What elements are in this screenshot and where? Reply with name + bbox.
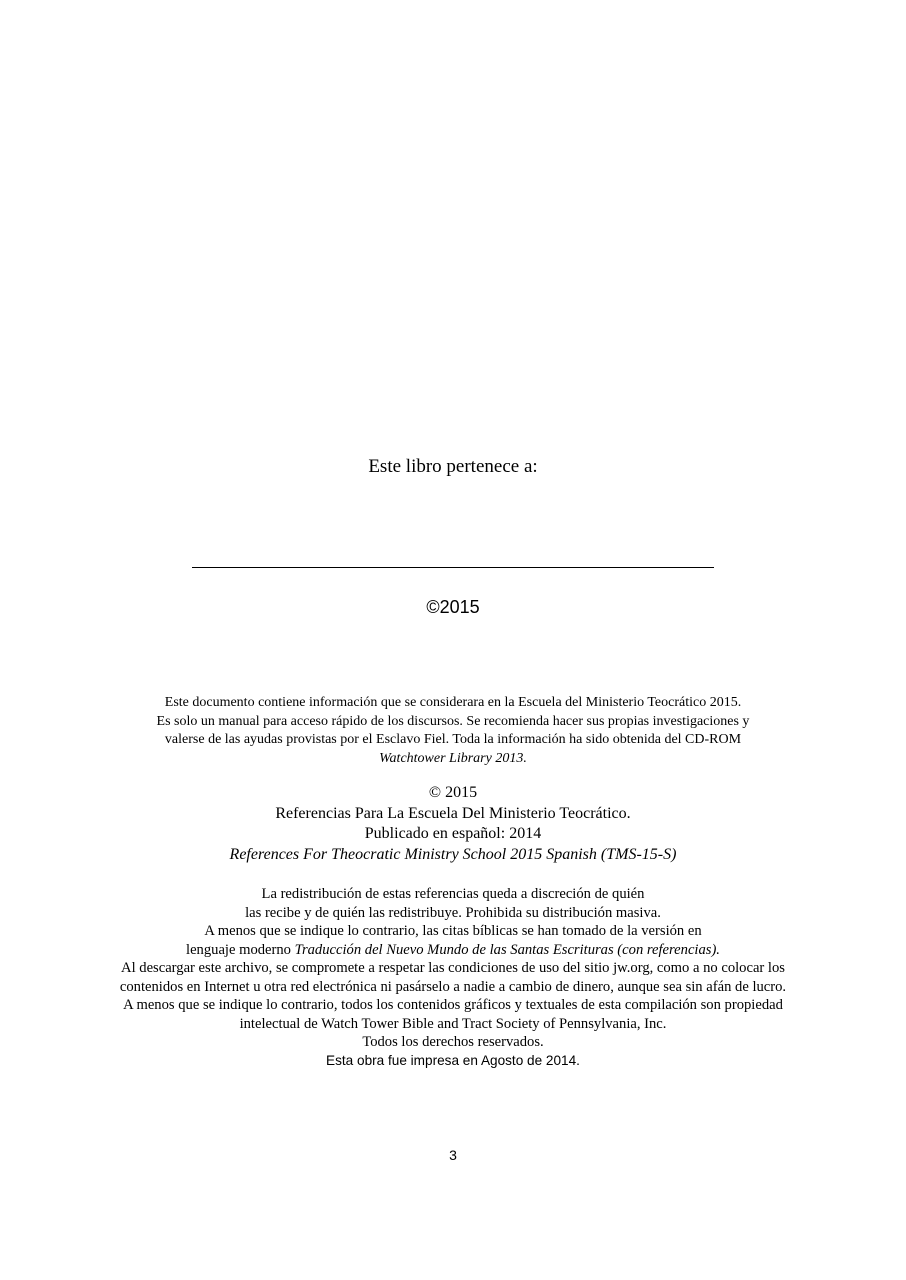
legal-line: A menos que se indique lo contrario, las citas bíblicas se han tomado de la versión en — [204, 923, 702, 939]
publication-copyright: © 2015 — [428, 784, 478, 801]
publication-date: Publicado en español: 2014 — [364, 825, 542, 842]
print-date-line: Esta obra fue impresa en Agosto de 2014. — [326, 1052, 580, 1068]
owner-label: Este libro pertenece a: — [368, 456, 538, 477]
publication-english-title: References For Theocratic Ministry School 2015 Spanish (TMS-15-S) — [229, 845, 677, 863]
publication-title: Referencias Para La Escuela Del Ministerio Teocrático. — [275, 804, 631, 822]
disclaimer-block — [0, 694, 906, 768]
owner-name-line — [192, 567, 714, 568]
legal-line: las recibe y de quién las redistribuye. Prohibida su distribución masiva. — [245, 904, 661, 921]
legal-line: A menos que se indique lo contrario, todos los contenidos gráficos y textuales de esta compilación son propiedad — [123, 997, 783, 1013]
disclaimer-source: Watchtower Library 2013. — [379, 750, 527, 766]
disclaimer-line: Es solo un manual para acceso rápido de los discursos. Se recomienda hacer sus propias investigaciones y — [156, 713, 750, 729]
publication-block — [0, 783, 906, 865]
legal-line: contenidos en Internet u otra red electrónica ni pasárselo a nadie a cambio de dinero, aunque sea sin afán de lucro. — [119, 978, 787, 995]
bible-version-title: Traducción del Nuevo Mundo de las Santas Escrituras (con referencias). — [294, 941, 720, 958]
legal-line: intelectual de Watch Tower Bible and Tract Society of Pennsylvania, Inc. — [239, 1015, 667, 1032]
legal-line: La redistribución de estas referencias queda a discreción de quién — [261, 886, 645, 902]
legal-line — [0, 941, 906, 960]
legal-block — [0, 885, 906, 1070]
page-number: 3 — [449, 1147, 457, 1163]
copyright-top: ©2015 — [426, 597, 480, 617]
disclaimer-line: Este documento contiene información que se considerara en la Escuela del Ministerio Teocrático 2015. — [164, 695, 742, 710]
legal-line-prefix: lenguaje moderno — [186, 941, 291, 958]
disclaimer-line: valerse de las ayudas provistas por el Esclavo Fiel. Toda la información ha sido obtenida del CD-ROM — [164, 732, 742, 747]
legal-line: Al descargar este archivo, se compromete a respetar las condiciones de uso del sitio jw.org, como a no colocar los — [121, 960, 785, 976]
legal-line: Todos los derechos reservados. — [362, 1034, 544, 1050]
